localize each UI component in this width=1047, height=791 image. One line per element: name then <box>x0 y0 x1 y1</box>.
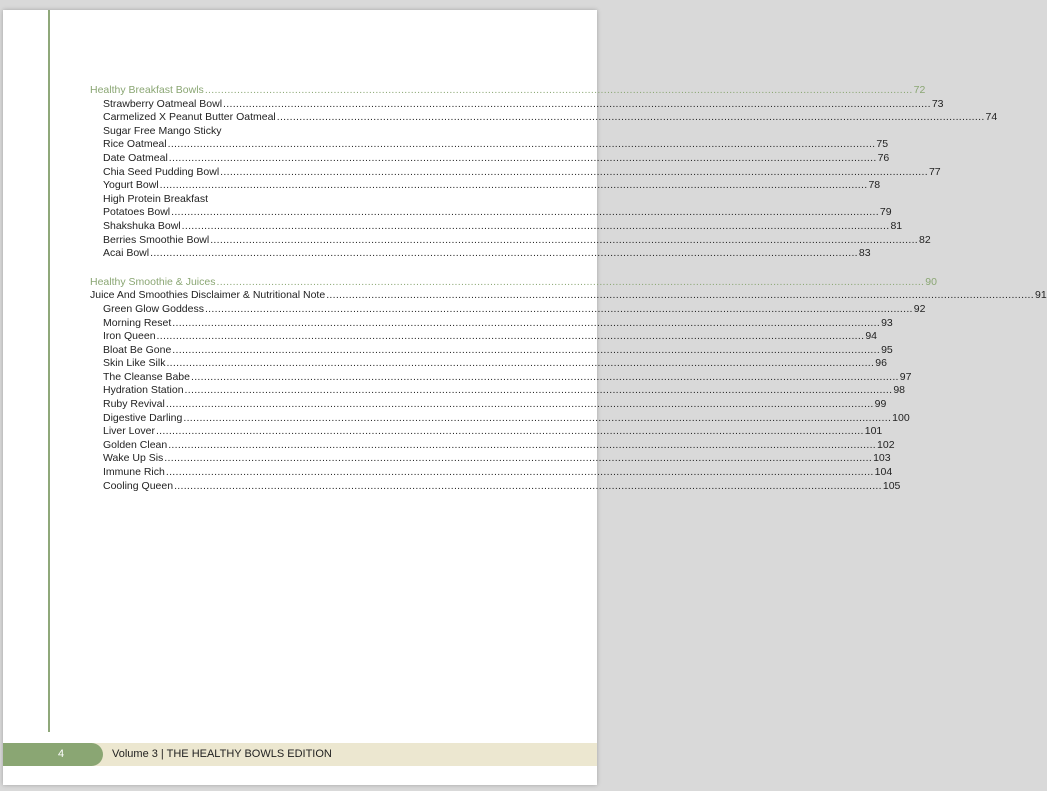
dot-leader: ............................................................................................................................................................................................................................ <box>276 111 985 124</box>
entry-title: Berries Smoothie Bowl <box>103 233 210 246</box>
entry-title: Shakshuka Bowl <box>103 219 181 232</box>
entry-title: Cooling Queen <box>103 479 174 492</box>
entry-title: Immune Rich <box>103 466 165 479</box>
entry-page-number: 77 <box>928 165 941 178</box>
dot-leader: ............................................................................................................................................................................................................................ <box>168 438 877 451</box>
entry-page-number: 103 <box>873 452 891 465</box>
dot-leader: ............................................................................................................................................................................................................................ <box>183 411 892 424</box>
toc-entry[interactable] <box>90 370 912 385</box>
entry-title: High Protein Breakfast <box>103 192 209 205</box>
footer-page-number: 4 <box>58 748 65 760</box>
entry-page-number: 78 <box>868 179 881 192</box>
entry-page-number: 100 <box>892 411 910 424</box>
toc-entry[interactable] <box>90 247 871 261</box>
dot-leader: ............................................................................................................................................................................................................................ <box>165 398 874 411</box>
entry-page-number: 96 <box>875 357 887 370</box>
toc-entry[interactable] <box>90 384 906 398</box>
entry-title: Iron Queen <box>103 330 156 343</box>
entry-page-number: 95 <box>881 343 893 356</box>
entry-page-number: 102 <box>877 438 895 451</box>
footer-page-tab <box>3 743 103 766</box>
entry-title: Date Oatmeal <box>103 151 168 164</box>
entry-title: Carmelized X Peanut Butter Oatmeal <box>103 111 276 124</box>
toc-entry[interactable] <box>90 438 895 453</box>
entry-page-number: 101 <box>864 425 883 438</box>
entry-title: Potatoes Bowl <box>103 206 171 219</box>
toc-entry[interactable] <box>90 97 944 112</box>
toc-entry[interactable] <box>90 302 926 317</box>
entry-title: Skin Like Silk <box>103 357 166 370</box>
dot-leader: ............................................................................................................................................................................................................................ <box>326 289 1034 302</box>
toc-entry[interactable] <box>90 219 903 234</box>
toc-entry[interactable] <box>90 411 910 426</box>
entry-page-number: 92 <box>913 302 926 315</box>
toc-entry[interactable] <box>90 330 878 344</box>
entry-title: Ruby Revival <box>103 398 165 411</box>
dot-leader: ............................................................................................................................................................................................................................ <box>172 343 881 356</box>
toc-entry[interactable] <box>90 233 931 248</box>
toc-entry[interactable] <box>90 206 892 220</box>
entry-page-number: 98 <box>893 384 906 397</box>
entry-page-number: 94 <box>865 330 878 343</box>
entry-page-number: 81 <box>890 219 903 232</box>
toc-entry[interactable] <box>90 425 883 439</box>
dot-leader: ............................................................................................................................................................................................................................ <box>164 452 873 465</box>
toc-entry[interactable] <box>90 316 893 331</box>
entry-title: Wake Up Sis <box>103 452 164 465</box>
dot-leader: ............................................................................................................................................................................................................................ <box>155 425 864 438</box>
dot-leader: ............................................................................................................................................................................................................................ <box>216 275 925 288</box>
entry-page-number: 76 <box>877 151 890 164</box>
entry-page-number: 79 <box>879 206 892 219</box>
entry-title: Liver Lover <box>103 425 155 438</box>
entry-title: The Cleanse Babe <box>103 370 190 383</box>
dot-leader: ............................................................................................................................................................................................................................ <box>204 302 913 315</box>
toc-entry[interactable] <box>90 138 889 152</box>
entry-page-number: 82 <box>919 233 931 246</box>
entry-page-number: 93 <box>881 316 893 329</box>
toc-entry[interactable] <box>90 398 887 412</box>
table-of-contents <box>90 84 1047 493</box>
entry-page-number: 105 <box>882 479 901 492</box>
toc-entry[interactable] <box>90 179 881 193</box>
entry-title: Hydration Station <box>103 384 184 397</box>
document-page <box>3 10 1047 785</box>
entry-title: Acai Bowl <box>103 247 150 260</box>
entry-page-number: 99 <box>874 398 887 411</box>
entry-page-number: 83 <box>858 247 871 260</box>
dot-leader: ............................................................................................................................................................................................................................ <box>174 479 882 492</box>
dot-leader: ............................................................................................................................................................................................................................ <box>204 84 913 96</box>
entry-page-number: 104 <box>874 466 893 479</box>
entry-title: Green Glow Goddess <box>103 302 204 315</box>
toc-entry[interactable] <box>90 111 998 125</box>
toc-entry[interactable] <box>90 151 890 166</box>
toc-entry[interactable] <box>90 466 893 480</box>
toc-entry[interactable] <box>90 125 544 139</box>
section-title: Healthy Breakfast Bowls <box>90 84 204 96</box>
dot-leader: ............................................................................................................................................................................................................................ <box>166 357 875 370</box>
dot-leader: ............................................................................................................................................................................................................................ <box>220 165 928 178</box>
dot-leader: ............................................................................................................................................................................................................................ <box>159 179 868 192</box>
section-page-number: 72 <box>913 84 926 96</box>
toc-section-heading[interactable] <box>90 84 926 98</box>
entry-page-number: 97 <box>899 370 912 383</box>
dot-leader: ............................................................................................................................................................................................................................ <box>210 233 919 246</box>
entry-title: Juice And Smoothies Disclaimer & Nutritional Note <box>90 289 326 302</box>
toc-entry[interactable] <box>90 343 893 358</box>
dot-leader: ............................................................................................................................................................................................................................ <box>223 97 931 110</box>
entry-title: Strawberry Oatmeal Bowl <box>103 97 223 110</box>
dot-leader: ............................................................................................................................................................................................................................ <box>172 316 881 329</box>
entry-title: Chia Seed Pudding Bowl <box>103 165 220 178</box>
entry-page-number: 74 <box>985 111 998 124</box>
toc-section-heading[interactable] <box>90 275 937 290</box>
dot-leader: ............................................................................................................................................................................................................................ <box>171 206 879 219</box>
entry-title: Yogurt Bowl <box>103 179 159 192</box>
toc-entry[interactable] <box>90 357 887 371</box>
entry-page-number: 73 <box>931 97 944 110</box>
footer-title: Volume 3 | THE HEALTHY BOWLS EDITION <box>112 748 332 760</box>
entry-title: Rice Oatmeal <box>103 138 167 151</box>
toc-entry[interactable] <box>90 479 901 494</box>
entry-page-number: 91 <box>1034 289 1047 302</box>
margin-rule <box>48 10 50 732</box>
dot-leader: ............................................................................................................................................................................................................................ <box>190 370 899 383</box>
dot-leader: ............................................................................................................................................................................................................................ <box>167 138 876 151</box>
toc-note-entry[interactable] <box>90 289 1047 303</box>
entry-title: Bloat Be Gone <box>103 343 172 356</box>
section-title: Healthy Smoothie & Juices <box>90 275 216 288</box>
dot-leader: ............................................................................................................................................................................................................................ <box>150 247 858 260</box>
section-page-number: 90 <box>925 275 937 288</box>
dot-leader: ............................................................................................................................................................................................................................ <box>181 219 890 232</box>
dot-leader: ............................................................................................................................................................................................................................ <box>168 151 877 164</box>
entry-page-number: 75 <box>876 138 889 151</box>
entry-title: Morning Reset <box>103 316 172 329</box>
entry-title: Digestive Darling <box>103 411 183 424</box>
dot-leader: ............................................................................................................................................................................................................................ <box>184 384 893 397</box>
dot-leader: ............................................................................................................................................................................................................................ <box>156 330 865 343</box>
toc-entry[interactable] <box>90 452 891 466</box>
toc-entry[interactable] <box>90 193 544 207</box>
entry-title: Golden Clean <box>103 438 168 451</box>
toc-entry[interactable] <box>90 165 941 180</box>
entry-title: Sugar Free Mango Sticky <box>103 124 222 137</box>
dot-leader: ............................................................................................................................................................................................................................ <box>165 466 874 479</box>
page-footer <box>3 743 597 766</box>
